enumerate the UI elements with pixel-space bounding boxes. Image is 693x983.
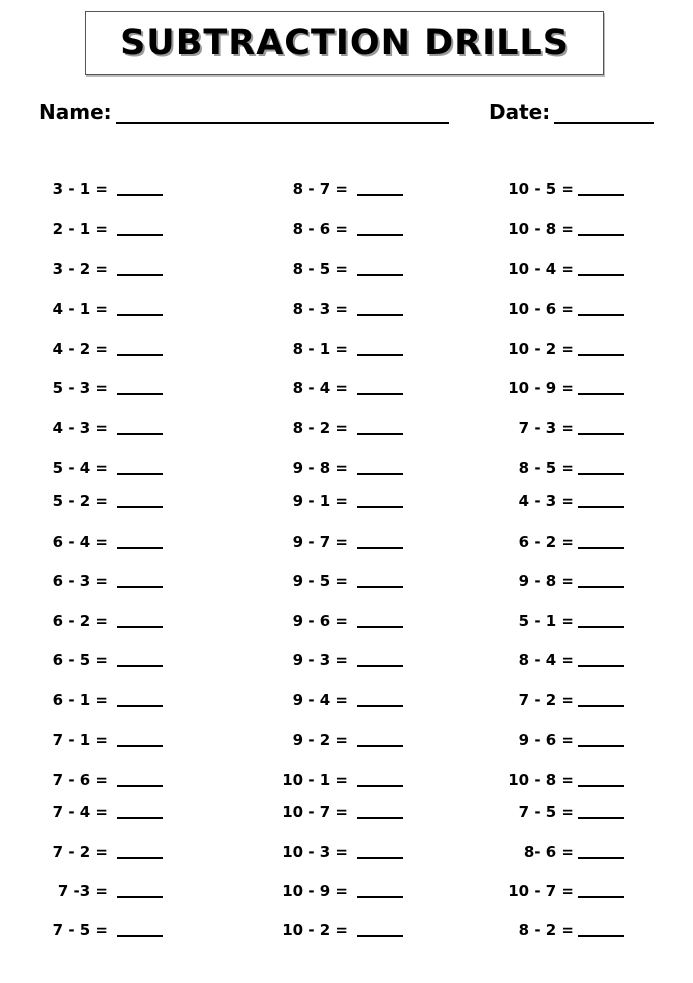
problem-text: 10 - 7 = bbox=[508, 882, 574, 900]
problem-text: 8 - 7 = bbox=[292, 180, 348, 198]
problem-text: 5 - 4 = bbox=[52, 459, 108, 477]
problem-text: 4 - 1 = bbox=[52, 300, 108, 318]
answer-line[interactable] bbox=[578, 274, 624, 276]
problem-text: 7 - 6 = bbox=[52, 771, 108, 789]
answer-line[interactable] bbox=[578, 935, 624, 937]
problem-text: 10 - 5 = bbox=[508, 180, 574, 198]
problem-text: 8 - 1 = bbox=[292, 340, 348, 358]
answer-line[interactable] bbox=[578, 857, 624, 859]
problem-text: 10 - 8 = bbox=[508, 220, 574, 238]
worksheet-title: SUBTRACTION DRILLS bbox=[120, 23, 569, 63]
problem-item bbox=[0, 180, 574, 198]
problem-text: 9 - 6 = bbox=[292, 612, 348, 630]
answer-line[interactable] bbox=[578, 473, 624, 475]
problem-text: 5 - 1 = bbox=[518, 612, 574, 630]
problem-item bbox=[0, 419, 574, 437]
problem-item bbox=[0, 220, 574, 238]
problem-text: 3 - 2 = bbox=[52, 260, 108, 278]
problem-text: 10 - 3 = bbox=[282, 843, 348, 861]
problem-text: 6 - 3 = bbox=[52, 572, 108, 590]
problem-item bbox=[0, 651, 574, 669]
answer-line[interactable] bbox=[578, 194, 624, 196]
problem-text: 7 - 2 = bbox=[52, 843, 108, 861]
problem-text: 8- 6 = bbox=[523, 843, 574, 861]
date-label: Date: bbox=[489, 100, 551, 124]
problem-text: 8 - 2 = bbox=[518, 921, 574, 939]
problem-text: 6 - 2 = bbox=[518, 533, 574, 551]
answer-line[interactable] bbox=[578, 665, 624, 667]
problem-text: 8 - 5 = bbox=[292, 260, 348, 278]
problem-item bbox=[0, 843, 574, 861]
problem-text: 2 - 1 = bbox=[52, 220, 108, 238]
name-field[interactable] bbox=[39, 100, 449, 124]
problem-text: 6 - 5 = bbox=[52, 651, 108, 669]
problem-text: 10 - 4 = bbox=[508, 260, 574, 278]
date-line[interactable] bbox=[554, 102, 654, 124]
problem-text: 6 - 4 = bbox=[52, 533, 108, 551]
name-line[interactable] bbox=[116, 102, 449, 124]
problem-text: 9 - 3 = bbox=[292, 651, 348, 669]
problem-text: 10 - 2 = bbox=[282, 921, 348, 939]
answer-line[interactable] bbox=[578, 354, 624, 356]
problem-text: 10 - 9 = bbox=[508, 379, 574, 397]
problem-text: 7 - 3 = bbox=[518, 419, 574, 437]
answer-line[interactable] bbox=[578, 393, 624, 395]
problem-text: 10 - 2 = bbox=[508, 340, 574, 358]
problem-text: 8 - 4 = bbox=[292, 379, 348, 397]
title-box bbox=[85, 11, 604, 75]
problem-text: 7 -3 = bbox=[57, 882, 108, 900]
problem-text: 10 - 1 = bbox=[282, 771, 348, 789]
problem-item bbox=[0, 300, 574, 318]
answer-line[interactable] bbox=[578, 547, 624, 549]
problem-text: 8 - 4 = bbox=[518, 651, 574, 669]
problem-text: 6 - 1 = bbox=[52, 691, 108, 709]
problem-text: 8 - 6 = bbox=[292, 220, 348, 238]
problem-item bbox=[0, 340, 574, 358]
answer-line[interactable] bbox=[578, 705, 624, 707]
problem-text: 9 - 5 = bbox=[292, 572, 348, 590]
problem-text: 8 - 5 = bbox=[518, 459, 574, 477]
problem-item bbox=[0, 771, 574, 789]
problem-item bbox=[0, 803, 574, 821]
answer-line[interactable] bbox=[578, 433, 624, 435]
name-label: Name: bbox=[39, 100, 112, 124]
problem-text: 4 - 3 = bbox=[518, 492, 574, 510]
answer-line[interactable] bbox=[578, 745, 624, 747]
answer-line[interactable] bbox=[578, 896, 624, 898]
problem-text: 9 - 7 = bbox=[292, 533, 348, 551]
problem-text: 9 - 4 = bbox=[292, 691, 348, 709]
problem-item bbox=[0, 921, 574, 939]
problem-item bbox=[0, 882, 574, 900]
problem-text: 10 - 7 = bbox=[282, 803, 348, 821]
problem-text: 10 - 9 = bbox=[282, 882, 348, 900]
problem-text: 3 - 1 = bbox=[52, 180, 108, 198]
answer-line[interactable] bbox=[578, 586, 624, 588]
problem-text: 10 - 6 = bbox=[508, 300, 574, 318]
problem-text: 8 - 3 = bbox=[292, 300, 348, 318]
problem-text: 9 - 6 = bbox=[518, 731, 574, 749]
answer-line[interactable] bbox=[578, 785, 624, 787]
problem-text: 4 - 2 = bbox=[52, 340, 108, 358]
problem-text: 7 - 1 = bbox=[52, 731, 108, 749]
problem-item bbox=[0, 572, 574, 590]
answer-line[interactable] bbox=[578, 626, 624, 628]
problem-item bbox=[0, 459, 574, 477]
problem-text: 6 - 2 = bbox=[52, 612, 108, 630]
answer-line[interactable] bbox=[578, 314, 624, 316]
problem-text: 10 - 8 = bbox=[508, 771, 574, 789]
problem-text: 9 - 1 = bbox=[292, 492, 348, 510]
answer-line[interactable] bbox=[578, 234, 624, 236]
answer-line[interactable] bbox=[578, 506, 624, 508]
problem-text: 7 - 5 = bbox=[52, 921, 108, 939]
problem-item bbox=[0, 612, 574, 630]
problem-text: 9 - 8 = bbox=[292, 459, 348, 477]
problem-item bbox=[0, 492, 574, 510]
problem-text: 9 - 8 = bbox=[518, 572, 574, 590]
problem-text: 8 - 2 = bbox=[292, 419, 348, 437]
problem-text: 7 - 4 = bbox=[52, 803, 108, 821]
problem-text: 7 - 5 = bbox=[518, 803, 574, 821]
problem-item bbox=[0, 379, 574, 397]
problem-text: 4 - 3 = bbox=[52, 419, 108, 437]
problem-item bbox=[0, 691, 574, 709]
problem-item bbox=[0, 533, 574, 551]
problem-item bbox=[0, 731, 574, 749]
problem-text: 5 - 3 = bbox=[52, 379, 108, 397]
answer-line[interactable] bbox=[578, 817, 624, 819]
date-field[interactable] bbox=[489, 100, 654, 124]
problem-item bbox=[0, 260, 574, 278]
problem-text: 7 - 2 = bbox=[518, 691, 574, 709]
problem-text: 5 - 2 = bbox=[52, 492, 108, 510]
problem-text: 9 - 2 = bbox=[292, 731, 348, 749]
